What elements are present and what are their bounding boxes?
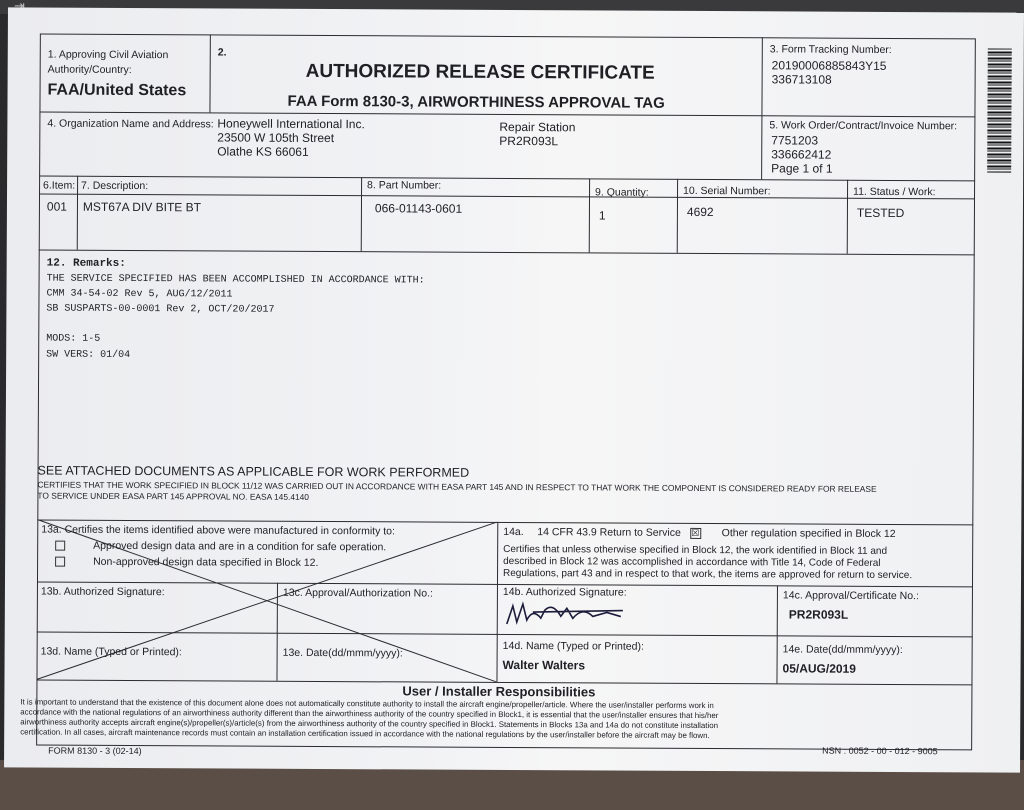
return-to-service-checkbox[interactable]: ☒: [691, 527, 700, 538]
certificate-paper: [4, 7, 1024, 772]
cell-quantity: 1: [598, 208, 606, 223]
attached-documents-note: SEE ATTACHED DOCUMENTS AS APPLICABLE FOR WORK PERFORMED: [37, 463, 470, 480]
cell-serial-number: 4692: [686, 204, 714, 220]
header-quantity: 9. Quantity:: [595, 186, 649, 199]
approving-authority: FAA/United States: [47, 81, 187, 100]
barcode-icon: [987, 48, 1012, 172]
page-info: Page 1 of 1: [771, 161, 833, 176]
block5-label: 5. Work Order/Contract/Invoice Number:: [769, 119, 958, 133]
work-order-1: 7751203: [771, 133, 819, 148]
page-title: AUTHORIZED RELEASE CERTIFICATE: [305, 60, 655, 84]
block13d-label: 13d. Name (Typed or Printed):: [40, 645, 182, 659]
header-part-number: 8. Part Number:: [367, 179, 442, 192]
header-serial-number: 10. Serial Number:: [683, 184, 771, 198]
tracking-number-1: 20190006885843Y15: [771, 58, 887, 73]
tracking-number-2: 336713108: [771, 72, 832, 87]
responsibilities-line: It is important to understand that the existence of this document alone does not automatically constitute authority to install the aircraft engine/propeller/article. Where the user/installer performs work in: [20, 697, 714, 711]
block14e-label: 14e. Date(dd/mmm/yyyy):: [782, 643, 903, 657]
authorized-signature: [503, 598, 643, 633]
block3-label: 3. Form Tracking Number:: [769, 43, 892, 56]
remarks-line: SB SUSPARTS-00-0001 Rev 2, OCT/20/2017: [46, 303, 275, 316]
easa-certification-line: CERTIFIES THAT THE WORK SPECIFIED IN BLOCK 11/12 WAS CARRIED OUT IN ACCORDANCE WITH EASA PART 145 AND IN RESPECT TO THAT WORK THE COMPONENT IS CONSIDERED READY FOR RELEASE: [37, 479, 877, 494]
responsibilities-line: airworthiness authority accepts aircraft engine(s)/propeller(s)/article(s) from the airworthiness authority of the country specified in Block1. Statements in Blocks 13a and 14a do not constitute installation: [20, 717, 719, 731]
non-approved-design-checkbox[interactable]: [55, 557, 65, 567]
non-approved-design-text: Non-approved design data specified in Block 12.: [93, 555, 319, 569]
block13b-label: 13b. Authorized Signature:: [40, 585, 165, 599]
cell-item: 001: [46, 199, 68, 214]
remarks-line: CMM 34-54-02 Rev 5, AUG/12/2011: [46, 288, 233, 301]
easa-certification-line: TO SERVICE UNDER EASA PART 145 APPROVAL NO. EASA 145.4140: [37, 490, 310, 502]
other-regulation-text: Other regulation specified in Block 12: [721, 527, 896, 540]
responsibilities-line: accordance with the national regulations of an airworthiness authority different than the airworthiness authority of the country specified in Block1, it is essential that the user/installer ensures that his/her: [20, 707, 719, 721]
header-item: 6.Item:: [43, 179, 76, 192]
block4-label: 4. Organization Name and Address:: [47, 117, 214, 131]
cell-part-number: 066-01143-0601: [374, 201, 463, 216]
signer-name: Walter Walters: [502, 657, 586, 673]
authorized-release-certificate: [20, 34, 976, 757]
block13a-label: 13a. Certifies the items identified above were manufactured in conformity to:: [41, 523, 395, 538]
block1-label: 1. Approving Civil Aviation Authority/Country:: [47, 48, 169, 76]
block2-label: 2.: [217, 46, 227, 59]
remarks-line: SW VERS: 01/04: [46, 349, 131, 361]
approved-design-checkbox[interactable]: [55, 541, 65, 551]
work-order-2: 336662412: [771, 147, 832, 162]
nsn-number: NSN : 0052 - 00 - 012 - 9005: [822, 745, 938, 757]
block14b-label: 14b. Authorized Signature:: [502, 585, 627, 599]
remarks-label: 12. Remarks:: [46, 257, 126, 270]
header-status: 11. Status / Work:: [853, 185, 936, 199]
header-description: 7. Description:: [81, 179, 149, 193]
block14-certification-line: Regulations, part 43 and in respect to that work, the items are approved for return to service.: [503, 567, 913, 582]
block13e-label: 13e. Date(dd/mmm/yyyy):: [282, 646, 403, 660]
block14c-label: 14c. Approval/Certificate No.:: [782, 589, 919, 603]
cell-description: MST67A DIV BITE BT: [82, 199, 202, 215]
signature-date: 05/AUG/2019: [782, 661, 856, 676]
org-city: Olathe KS 66061: [217, 144, 309, 159]
responsibilities-line: certification. In all cases, aircraft maintenance records must contain an installation certification issued in accordance with the national regulations by the user/installer before the aircraft may be flown.: [20, 727, 710, 741]
block14d-label: 14d. Name (Typed or Printed):: [502, 639, 644, 653]
block13c-label: 13c. Approval/Authorization No.:: [282, 586, 433, 600]
remarks-line: MODS: 1-5: [46, 333, 101, 345]
repair-station-label: Repair Station: [499, 119, 576, 135]
block14-certification-line: Certifies that unless otherwise specified in Block 12, the work identified in Block 11 and: [503, 543, 888, 557]
form-number: FORM 8130 - 3 (02-14): [48, 745, 142, 757]
repair-station-number: PR2R093L: [499, 133, 559, 149]
return-to-service-text: 14 CFR 43.9 Return to Service: [537, 526, 681, 539]
org-name: Honeywell International Inc.: [217, 116, 365, 132]
approved-design-text: Approved design data and are in a condition for safe operation.: [93, 539, 387, 554]
remarks-line: THE SERVICE SPECIFIED HAS BEEN ACCOMPLISHED IN ACCORDANCE WITH:: [46, 273, 425, 287]
org-street: 23500 W 105th Street: [217, 130, 335, 146]
form-subtitle: FAA Form 8130-3, AIRWORTHINESS APPROVAL TAG: [287, 92, 665, 112]
block14-certification-line: described in Block 12 was accomplished in accordance with Title 14, Code of Federal: [503, 555, 881, 569]
block14a-label: 14a.: [503, 525, 524, 539]
responsibilities-heading: User / Installer Responsibilities: [402, 683, 596, 700]
return-to-service-option: [537, 526, 895, 540]
cell-status: TESTED: [856, 205, 905, 221]
approval-certificate-number: PR2R093L: [788, 607, 849, 622]
